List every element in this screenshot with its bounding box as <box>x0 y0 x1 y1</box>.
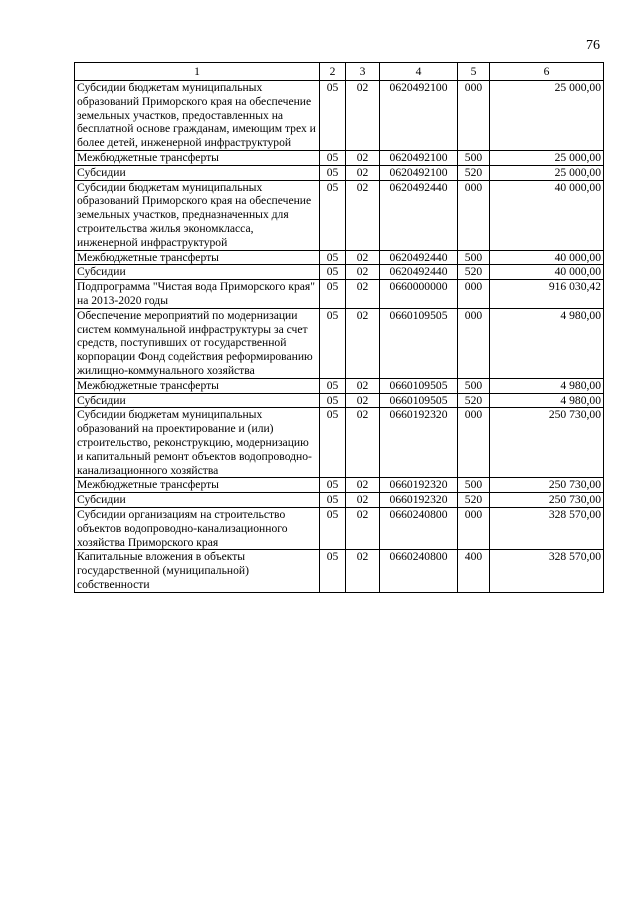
expense-name-cell: Обеспечение мероприятий по модернизации систем коммунальной инфраструктуры за счет средств, поступивших от государственной корпорации Фонд содействия реформированию жилищно-коммунального хозяйства <box>75 308 320 378</box>
target-item-cell: 0660240800 <box>380 507 458 549</box>
amount-cell: 4 980,00 <box>490 393 604 408</box>
target-item-cell: 0620492440 <box>380 250 458 265</box>
table-row <box>75 408 604 478</box>
section-code-cell: 05 <box>320 265 346 280</box>
amount-cell: 916 030,42 <box>490 280 604 309</box>
table-row <box>75 150 604 165</box>
table-row <box>75 478 604 493</box>
target-item-cell: 0660192320 <box>380 478 458 493</box>
column-header: 5 <box>458 63 490 81</box>
amount-cell: 40 000,00 <box>490 265 604 280</box>
section-code-cell: 05 <box>320 250 346 265</box>
table-row <box>75 378 604 393</box>
amount-cell: 25 000,00 <box>490 165 604 180</box>
section-code-cell: 05 <box>320 165 346 180</box>
expense-type-cell: 000 <box>458 180 490 250</box>
amount-cell: 250 730,00 <box>490 493 604 508</box>
section-code-cell: 05 <box>320 150 346 165</box>
expense-name-cell: Субсидии <box>75 165 320 180</box>
amount-cell: 4 980,00 <box>490 308 604 378</box>
table-row <box>75 308 604 378</box>
target-item-cell: 0620492440 <box>380 180 458 250</box>
amount-cell: 250 730,00 <box>490 478 604 493</box>
column-header: 6 <box>490 63 604 81</box>
amount-cell: 25 000,00 <box>490 81 604 151</box>
expense-name-cell: Субсидии бюджетам муниципальных образований на проектирование и (или) строительство, реконструкцию, модернизацию и капитальный ремонт объектов водопроводно-канализационного хозяйства <box>75 408 320 478</box>
table-row <box>75 507 604 549</box>
subsection-code-cell: 02 <box>346 265 380 280</box>
table-row <box>75 81 604 151</box>
amount-cell: 328 570,00 <box>490 550 604 592</box>
table-row <box>75 165 604 180</box>
target-item-cell: 0620492100 <box>380 165 458 180</box>
expense-type-cell: 000 <box>458 81 490 151</box>
column-header: 4 <box>380 63 458 81</box>
expense-name-cell: Субсидии бюджетам муниципальных образований Приморского края на обеспечение земельных участков, предоставленных на бесплатной основе гражданам, имеющим трех и более детей, инженерной инфраструктурой <box>75 81 320 151</box>
subsection-code-cell: 02 <box>346 165 380 180</box>
expense-type-cell: 000 <box>458 507 490 549</box>
section-code-cell: 05 <box>320 493 346 508</box>
section-code-cell: 05 <box>320 180 346 250</box>
section-code-cell: 05 <box>320 408 346 478</box>
table-row <box>75 250 604 265</box>
column-header: 3 <box>346 63 380 81</box>
expense-type-cell: 000 <box>458 280 490 309</box>
expense-name-cell: Межбюджетные трансферты <box>75 150 320 165</box>
expense-name-cell: Капитальные вложения в объекты государственной (муниципальной) собственности <box>75 550 320 592</box>
expense-name-cell: Межбюджетные трансферты <box>75 250 320 265</box>
target-item-cell: 0660192320 <box>380 408 458 478</box>
budget-table <box>74 62 604 593</box>
expense-type-cell: 000 <box>458 308 490 378</box>
subsection-code-cell: 02 <box>346 493 380 508</box>
section-code-cell: 05 <box>320 478 346 493</box>
target-item-cell: 0660240800 <box>380 550 458 592</box>
subsection-code-cell: 02 <box>346 408 380 478</box>
expense-type-cell: 500 <box>458 478 490 493</box>
table-row <box>75 280 604 309</box>
subsection-code-cell: 02 <box>346 550 380 592</box>
section-code-cell: 05 <box>320 393 346 408</box>
expense-type-cell: 500 <box>458 378 490 393</box>
column-header: 1 <box>75 63 320 81</box>
subsection-code-cell: 02 <box>346 507 380 549</box>
section-code-cell: 05 <box>320 507 346 549</box>
expense-type-cell: 520 <box>458 165 490 180</box>
target-item-cell: 0660109505 <box>380 393 458 408</box>
section-code-cell: 05 <box>320 308 346 378</box>
subsection-code-cell: 02 <box>346 81 380 151</box>
target-item-cell: 0620492440 <box>380 265 458 280</box>
subsection-code-cell: 02 <box>346 393 380 408</box>
expense-type-cell: 520 <box>458 393 490 408</box>
target-item-cell: 0620492100 <box>380 81 458 151</box>
column-header: 2 <box>320 63 346 81</box>
subsection-code-cell: 02 <box>346 308 380 378</box>
expense-type-cell: 500 <box>458 250 490 265</box>
amount-cell: 25 000,00 <box>490 150 604 165</box>
target-item-cell: 0660109505 <box>380 308 458 378</box>
expense-name-cell: Межбюджетные трансферты <box>75 378 320 393</box>
subsection-code-cell: 02 <box>346 378 380 393</box>
amount-cell: 40 000,00 <box>490 250 604 265</box>
subsection-code-cell: 02 <box>346 180 380 250</box>
table-row <box>75 493 604 508</box>
expense-type-cell: 500 <box>458 150 490 165</box>
section-code-cell: 05 <box>320 550 346 592</box>
subsection-code-cell: 02 <box>346 150 380 165</box>
expense-name-cell: Субсидии организациям на строительство объектов водопроводно-канализационного хозяйства Приморского края <box>75 507 320 549</box>
target-item-cell: 0660109505 <box>380 378 458 393</box>
target-item-cell: 0660192320 <box>380 493 458 508</box>
section-code-cell: 05 <box>320 81 346 151</box>
section-code-cell: 05 <box>320 280 346 309</box>
expense-name-cell: Субсидии <box>75 493 320 508</box>
expense-name-cell: Субсидии <box>75 265 320 280</box>
table-row <box>75 265 604 280</box>
expense-name-cell: Субсидии бюджетам муниципальных образований Приморского края на обеспечение земельных участков, предназначенных для строительства жилья экономкласса, инженерной инфраструктурой <box>75 180 320 250</box>
section-code-cell: 05 <box>320 378 346 393</box>
expense-name-cell: Субсидии <box>75 393 320 408</box>
expense-type-cell: 000 <box>458 408 490 478</box>
amount-cell: 328 570,00 <box>490 507 604 549</box>
expense-name-cell: Межбюджетные трансферты <box>75 478 320 493</box>
table-row <box>75 393 604 408</box>
expense-name-cell: Подпрограмма "Чистая вода Приморского края" на 2013-2020 годы <box>75 280 320 309</box>
table-row <box>75 550 604 592</box>
expense-type-cell: 520 <box>458 493 490 508</box>
page-number: 76 <box>586 38 600 53</box>
expense-type-cell: 400 <box>458 550 490 592</box>
table-row <box>75 180 604 250</box>
subsection-code-cell: 02 <box>346 250 380 265</box>
target-item-cell: 0620492100 <box>380 150 458 165</box>
header-row <box>75 63 604 81</box>
amount-cell: 4 980,00 <box>490 378 604 393</box>
amount-cell: 250 730,00 <box>490 408 604 478</box>
subsection-code-cell: 02 <box>346 280 380 309</box>
target-item-cell: 0660000000 <box>380 280 458 309</box>
table-body <box>75 81 604 593</box>
expense-type-cell: 520 <box>458 265 490 280</box>
amount-cell: 40 000,00 <box>490 180 604 250</box>
subsection-code-cell: 02 <box>346 478 380 493</box>
